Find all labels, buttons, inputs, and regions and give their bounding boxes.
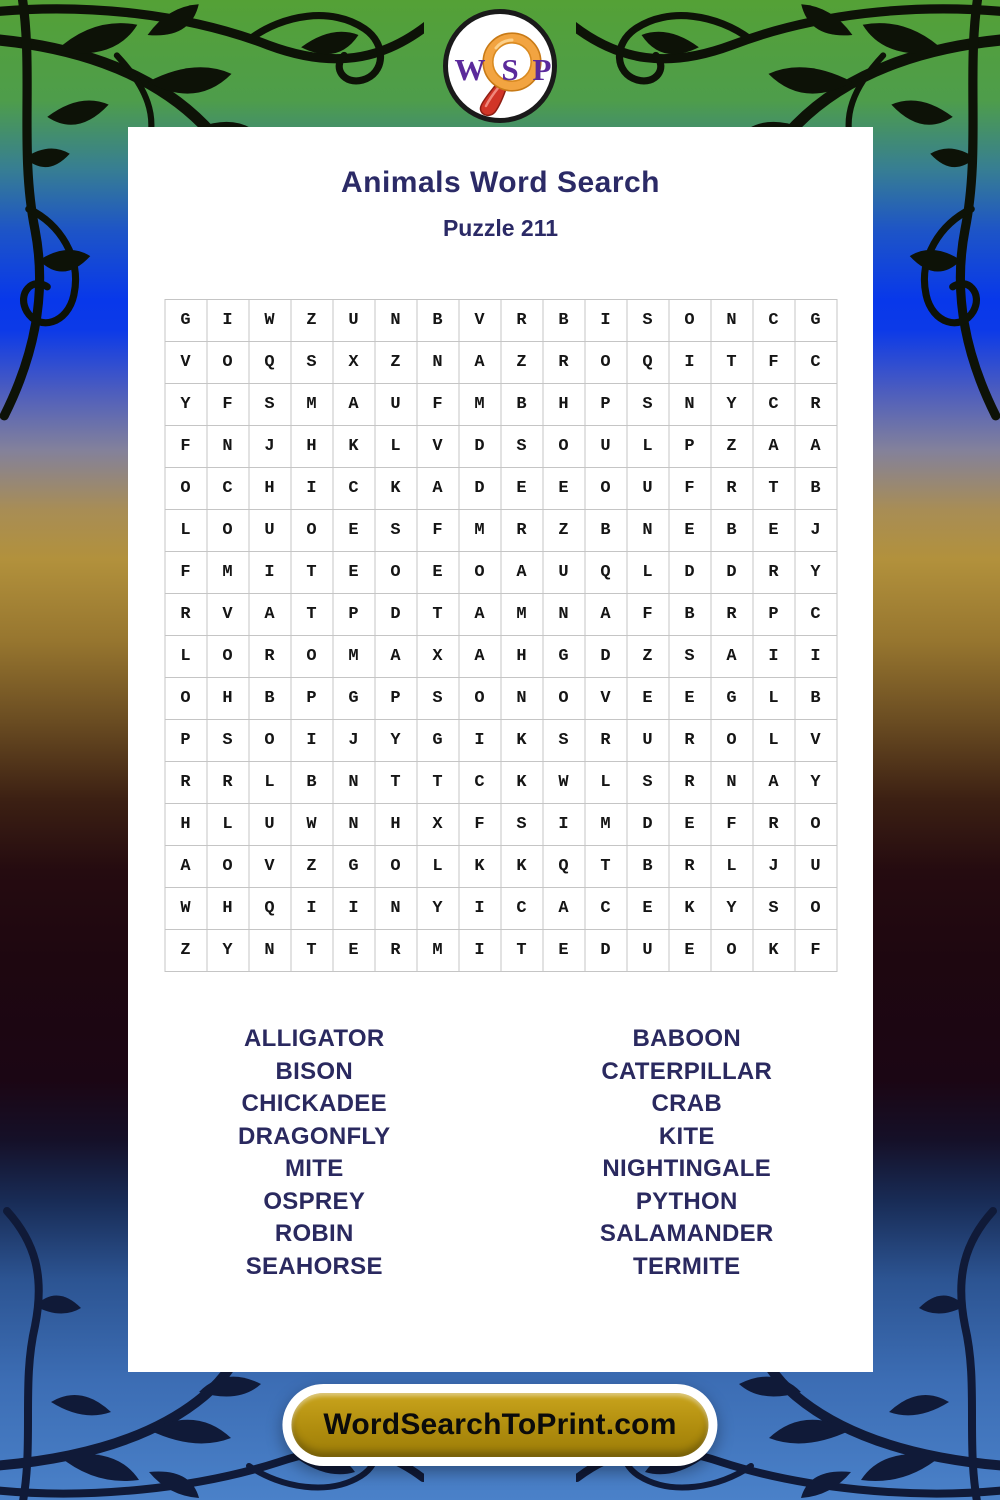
word-list-item: CATERPILLAR [601, 1057, 773, 1085]
grid-cell: N [627, 510, 669, 552]
grid-cell: P [165, 720, 207, 762]
grid-cell: F [627, 594, 669, 636]
grid-cell: Z [627, 636, 669, 678]
grid-cell: L [249, 762, 291, 804]
grid-cell: R [207, 762, 249, 804]
grid-cell: I [459, 888, 501, 930]
grid-cell: E [333, 930, 375, 972]
grid-cell: F [753, 342, 795, 384]
grid-cell: V [165, 342, 207, 384]
grid-cell: V [207, 594, 249, 636]
grid-cell: Z [711, 426, 753, 468]
grid-cell: A [543, 888, 585, 930]
grid-cell: J [795, 510, 837, 552]
grid-cell: S [291, 342, 333, 384]
grid-cell: G [711, 678, 753, 720]
grid-cell: O [585, 342, 627, 384]
grid-cell: I [459, 720, 501, 762]
grid-cell: S [669, 636, 711, 678]
grid-cell: B [795, 678, 837, 720]
grid-cell: P [291, 678, 333, 720]
grid-cell: U [249, 804, 291, 846]
grid-cell: B [627, 846, 669, 888]
grid-cell: A [753, 762, 795, 804]
grid-cell: D [627, 804, 669, 846]
grid-cell: A [711, 636, 753, 678]
grid-cell: A [375, 636, 417, 678]
grid-cell: O [165, 678, 207, 720]
site-logo[interactable] [443, 9, 557, 123]
grid-cell: L [165, 636, 207, 678]
grid-cell: I [753, 636, 795, 678]
grid-cell: B [417, 300, 459, 342]
grid-cell: S [501, 426, 543, 468]
grid-cell: E [501, 468, 543, 510]
grid-cell: I [207, 300, 249, 342]
grid-cell: H [543, 384, 585, 426]
grid-cell: H [501, 636, 543, 678]
grid-cell: O [249, 720, 291, 762]
grid-cell: O [165, 468, 207, 510]
grid-cell: R [501, 510, 543, 552]
grid-cell: F [711, 804, 753, 846]
word-list-item: NIGHTINGALE [602, 1155, 772, 1182]
grid-cell: O [375, 846, 417, 888]
grid-cell: R [375, 930, 417, 972]
grid-cell: K [501, 846, 543, 888]
grid-cell: H [291, 426, 333, 468]
grid-cell: O [459, 552, 501, 594]
grid-cell: T [417, 762, 459, 804]
grid-cell: O [207, 342, 249, 384]
grid-cell: H [207, 888, 249, 930]
grid-cell: M [207, 552, 249, 594]
grid-cell: O [207, 636, 249, 678]
grid-cell: R [543, 342, 585, 384]
grid-cell: O [291, 636, 333, 678]
grid-cell: Y [375, 720, 417, 762]
grid-cell: Y [795, 552, 837, 594]
grid-cell: N [501, 678, 543, 720]
grid-cell: B [501, 384, 543, 426]
grid-cell: O [459, 678, 501, 720]
grid-cell: M [417, 930, 459, 972]
grid-cell: T [753, 468, 795, 510]
grid-cell: E [627, 888, 669, 930]
grid-cell: B [711, 510, 753, 552]
grid-cell: G [165, 300, 207, 342]
grid-cell: Q [627, 342, 669, 384]
grid-cell: H [249, 468, 291, 510]
grid-cell: W [543, 762, 585, 804]
grid-cell: E [417, 552, 459, 594]
grid-cell: N [711, 762, 753, 804]
grid-cell: I [795, 636, 837, 678]
grid-cell: E [753, 510, 795, 552]
grid-cell: N [375, 888, 417, 930]
grid-cell: O [207, 510, 249, 552]
puzzle-card [128, 127, 873, 1372]
grid-cell: K [459, 846, 501, 888]
grid-cell: R [669, 762, 711, 804]
grid-cell: O [795, 888, 837, 930]
grid-cell: C [753, 300, 795, 342]
grid-cell: R [711, 468, 753, 510]
grid-cell: L [207, 804, 249, 846]
grid-cell: E [669, 930, 711, 972]
grid-cell: T [417, 594, 459, 636]
grid-cell: S [207, 720, 249, 762]
grid-cell: R [753, 552, 795, 594]
word-list-item: OSPREY [263, 1187, 366, 1215]
grid-cell: N [333, 804, 375, 846]
grid-cell: E [543, 930, 585, 972]
word-list-item: MITE [284, 1155, 344, 1182]
grid-cell: B [291, 762, 333, 804]
grid-cell: F [669, 468, 711, 510]
grid-cell: Q [585, 552, 627, 594]
grid-cell: L [627, 426, 669, 468]
grid-cell: R [249, 636, 291, 678]
grid-cell: K [501, 762, 543, 804]
grid-cell: W [249, 300, 291, 342]
grid-cell: U [375, 384, 417, 426]
grid-cell: A [795, 426, 837, 468]
grid-cell: X [417, 636, 459, 678]
grid-cell: U [627, 468, 669, 510]
grid-cell: R [585, 720, 627, 762]
grid-cell: M [585, 804, 627, 846]
grid-cell: S [375, 510, 417, 552]
grid-cell: U [627, 720, 669, 762]
grid-cell: N [711, 300, 753, 342]
grid-cell: R [795, 384, 837, 426]
grid-cell: T [291, 930, 333, 972]
grid-cell: D [585, 930, 627, 972]
grid-cell: I [459, 930, 501, 972]
grid-cell: T [375, 762, 417, 804]
grid-cell: L [711, 846, 753, 888]
grid-cell: L [375, 426, 417, 468]
grid-cell: I [291, 888, 333, 930]
grid-cell: A [459, 636, 501, 678]
grid-cell: K [753, 930, 795, 972]
grid-cell: U [795, 846, 837, 888]
grid-cell: F [165, 426, 207, 468]
grid-cell: B [585, 510, 627, 552]
grid-cell: C [333, 468, 375, 510]
grid-cell: R [501, 300, 543, 342]
grid-cell: E [543, 468, 585, 510]
grid-cell: Z [543, 510, 585, 552]
grid-cell: A [459, 342, 501, 384]
grid-cell: G [543, 636, 585, 678]
grid-cell: F [417, 510, 459, 552]
grid-cell: O [543, 678, 585, 720]
grid-cell: S [627, 384, 669, 426]
grid-cell: E [669, 804, 711, 846]
grid-cell: S [627, 762, 669, 804]
grid-cell: P [669, 426, 711, 468]
grid-cell: O [585, 468, 627, 510]
grid-cell: R [165, 762, 207, 804]
grid-cell: D [459, 426, 501, 468]
site-url[interactable]: WordSearchToPrint.com [291, 1393, 708, 1457]
puzzle-number: Puzzle 211 [442, 215, 559, 241]
grid-cell: T [501, 930, 543, 972]
grid-cell: Q [249, 342, 291, 384]
grid-cell: I [333, 888, 375, 930]
grid-cell: M [501, 594, 543, 636]
grid-cell: A [753, 426, 795, 468]
grid-cell: D [585, 636, 627, 678]
grid-cell: N [669, 384, 711, 426]
grid-cell: L [627, 552, 669, 594]
grid-cell: Y [795, 762, 837, 804]
grid-cell: D [375, 594, 417, 636]
grid-cell: U [249, 510, 291, 552]
word-list-item: BABOON [632, 1025, 741, 1052]
grid-cell: S [627, 300, 669, 342]
grid-cell: M [459, 384, 501, 426]
word-list-item: SALAMANDER [599, 1220, 774, 1247]
grid-cell: A [417, 468, 459, 510]
grid-cell: N [417, 342, 459, 384]
grid-cell: Y [711, 888, 753, 930]
grid-cell: P [753, 594, 795, 636]
grid-cell: Y [207, 930, 249, 972]
grid-cell: I [585, 300, 627, 342]
grid-cell: R [669, 720, 711, 762]
word-list-item: DRAGONFLY [238, 1122, 391, 1150]
grid-cell: U [627, 930, 669, 972]
grid-cell: I [291, 720, 333, 762]
grid-cell: L [753, 720, 795, 762]
grid-cell: N [375, 300, 417, 342]
grid-cell: T [585, 846, 627, 888]
grid-cell: G [795, 300, 837, 342]
grid-cell: X [333, 342, 375, 384]
grid-cell: O [795, 804, 837, 846]
word-list-column-right [501, 1023, 874, 1283]
grid-cell: R [165, 594, 207, 636]
grid-cell: B [249, 678, 291, 720]
grid-cell: F [207, 384, 249, 426]
grid-cell: V [795, 720, 837, 762]
grid-cell: G [417, 720, 459, 762]
grid-cell: Q [543, 846, 585, 888]
grid-cell: I [291, 468, 333, 510]
grid-cell: E [333, 552, 375, 594]
grid-cell: H [375, 804, 417, 846]
grid-cell: M [333, 636, 375, 678]
grid-cell: R [711, 594, 753, 636]
grid-cell: Z [291, 846, 333, 888]
word-list-item: CRAB [651, 1090, 723, 1117]
grid-cell: B [669, 594, 711, 636]
grid-cell: I [249, 552, 291, 594]
grid-cell: T [291, 594, 333, 636]
grid-cell: F [165, 552, 207, 594]
grid-cell: P [333, 594, 375, 636]
grid-cell: A [459, 594, 501, 636]
grid-cell: N [207, 426, 249, 468]
grid-cell: N [249, 930, 291, 972]
grid-cell: C [585, 888, 627, 930]
grid-cell: Z [165, 930, 207, 972]
grid-cell: E [669, 510, 711, 552]
puzzle-title: Animals Word Search [340, 166, 661, 199]
grid-cell: O [291, 510, 333, 552]
grid-cell: A [333, 384, 375, 426]
grid-cell: D [711, 552, 753, 594]
grid-cell: G [333, 846, 375, 888]
grid-cell: O [669, 300, 711, 342]
grid-cell: Y [711, 384, 753, 426]
grid-cell: U [585, 426, 627, 468]
grid-cell: B [543, 300, 585, 342]
grid-cell: M [459, 510, 501, 552]
grid-cell: Z [291, 300, 333, 342]
grid-cell: H [207, 678, 249, 720]
grid-cell: A [585, 594, 627, 636]
grid-cell: V [585, 678, 627, 720]
grid-cell: U [333, 300, 375, 342]
grid-cell: B [795, 468, 837, 510]
grid-cell: L [753, 678, 795, 720]
grid-cell: Y [165, 384, 207, 426]
grid-cell: J [753, 846, 795, 888]
word-list-item: BISON [275, 1057, 353, 1085]
grid-cell: W [291, 804, 333, 846]
grid-cell: L [585, 762, 627, 804]
grid-cell: S [501, 804, 543, 846]
grid-cell: P [375, 678, 417, 720]
grid-cell: C [207, 468, 249, 510]
grid-cell: C [795, 594, 837, 636]
grid-cell: K [375, 468, 417, 510]
grid-cell: C [459, 762, 501, 804]
grid-cell: J [249, 426, 291, 468]
logo-letter-w: W [454, 52, 486, 87]
grid-cell: O [711, 720, 753, 762]
grid-cell: S [249, 384, 291, 426]
grid-cell: Q [249, 888, 291, 930]
grid-cell: C [501, 888, 543, 930]
grid-cell: O [711, 930, 753, 972]
grid-cell: S [543, 720, 585, 762]
word-list [128, 1023, 873, 1283]
grid-cell: K [669, 888, 711, 930]
grid-cell: F [417, 384, 459, 426]
grid-cell: T [291, 552, 333, 594]
grid-cell: X [417, 804, 459, 846]
grid-cell: V [417, 426, 459, 468]
grid-cell: O [375, 552, 417, 594]
grid-cell: A [249, 594, 291, 636]
grid-cell: Z [375, 342, 417, 384]
grid-cell: N [333, 762, 375, 804]
word-list-column-left [128, 1023, 501, 1283]
grid-cell: S [753, 888, 795, 930]
grid-cell: R [669, 846, 711, 888]
grid-cell: F [459, 804, 501, 846]
grid-cell: J [333, 720, 375, 762]
grid-cell: I [669, 342, 711, 384]
grid-cell: A [165, 846, 207, 888]
grid-cell: W [165, 888, 207, 930]
grid-cell: R [753, 804, 795, 846]
grid-cell: L [417, 846, 459, 888]
grid-cell: L [165, 510, 207, 552]
grid-cell: E [627, 678, 669, 720]
word-list-item: SEAHORSE [245, 1252, 383, 1280]
grid-cell: H [165, 804, 207, 846]
logo-letter-s: S [501, 52, 519, 87]
grid-cell: Y [417, 888, 459, 930]
word-list-item: PYTHON [635, 1187, 738, 1215]
grid-cell: E [669, 678, 711, 720]
grid-cell: A [501, 552, 543, 594]
grid-cell: T [711, 342, 753, 384]
word-list-item: KITE [658, 1122, 715, 1150]
grid-cell: D [669, 552, 711, 594]
logo-letter-p: P [532, 52, 552, 87]
word-list-item: TERMITE [633, 1252, 741, 1280]
word-list-item: ROBIN [274, 1220, 354, 1247]
grid-cell: V [459, 300, 501, 342]
grid-cell: F [795, 930, 837, 972]
grid-cell: N [543, 594, 585, 636]
word-list-item: CHICKADEE [241, 1090, 387, 1117]
grid-cell: K [333, 426, 375, 468]
grid-cell: C [753, 384, 795, 426]
footer-badge[interactable] [282, 1384, 717, 1466]
grid-cell: S [417, 678, 459, 720]
grid-cell: I [543, 804, 585, 846]
grid-cell: K [501, 720, 543, 762]
grid-cell: O [543, 426, 585, 468]
grid-cell: Z [501, 342, 543, 384]
grid-cell: M [291, 384, 333, 426]
grid-cell: V [249, 846, 291, 888]
grid-cell: P [585, 384, 627, 426]
grid-cell: E [333, 510, 375, 552]
grid-cell: C [795, 342, 837, 384]
grid-cell: D [459, 468, 501, 510]
word-list-item: ALLIGATOR [244, 1025, 385, 1052]
puzzle-grid [164, 299, 837, 972]
grid-cell: O [207, 846, 249, 888]
grid-cell: G [333, 678, 375, 720]
grid-cell: U [543, 552, 585, 594]
